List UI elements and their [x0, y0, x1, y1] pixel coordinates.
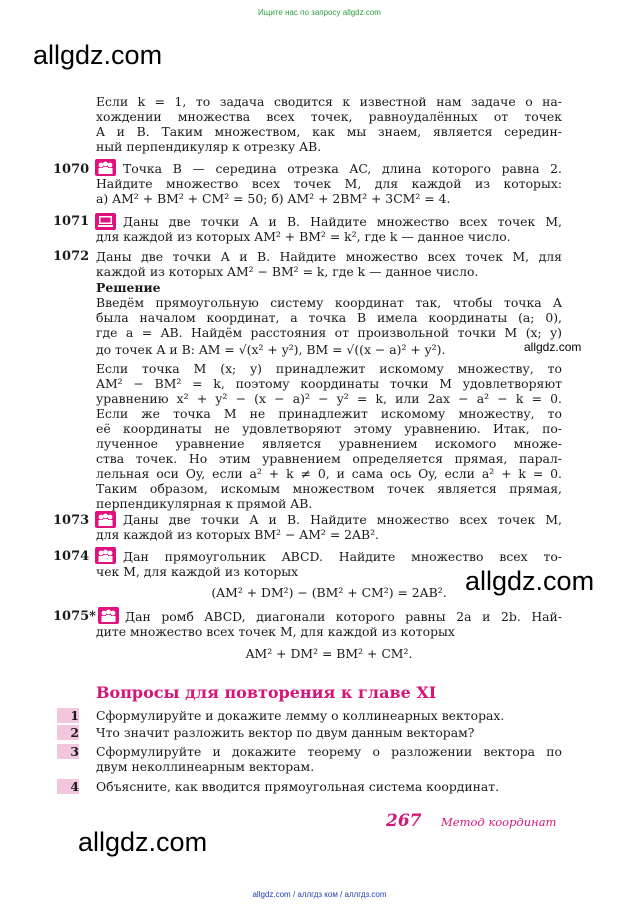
problem-number: 1075*	[53, 609, 96, 624]
solution-line: её координаты не удовлетворяют этому уравнению. Итак, по-	[96, 421, 562, 436]
section-heading: Вопросы для повторения к главе XI	[96, 683, 437, 702]
solution-line: Таким образом, искомым множеством точек является прямая,	[96, 481, 562, 496]
problem-line: каждой из которых AM² − BM² = k, где k — данное число.	[96, 264, 479, 279]
problem-line: для каждой из которых BM² − AM² = 2AB².	[96, 527, 379, 542]
watermark: allgdz.com	[465, 566, 595, 596]
solution-line: лельная оси Oy, если a² + k ≠ 0, и сама ось Oy, если a² + k = 0.	[96, 466, 562, 481]
solution-line: до точек A и B: AM = √(x² + y²), BM = √((x − a)² + y²).	[96, 342, 446, 357]
problem-formula: (AM² + DM²) − (BM² + CM²) = 2AB².	[211, 585, 447, 600]
solution-line: была началом координат, а точка B имела координаты (a; 0),	[96, 310, 562, 325]
review-number: 1	[57, 708, 81, 724]
solution-line: Если точка M (x; y) принадлежит искомому множеству, то	[96, 361, 562, 376]
problem-line: Даны две точки A и B. Найдите множество всех точек M,	[123, 214, 562, 229]
watermark: allgdz.com	[78, 827, 208, 857]
chapter-title: Метод координат	[441, 815, 557, 829]
solution-line: Если же точка M не принадлежит искомому множеству, то	[96, 406, 562, 421]
top-search-link[interactable]: Ищите нас по запросу allgdz.com	[258, 8, 381, 17]
solution-line: перпендикулярная к прямой AB.	[96, 496, 313, 511]
problem-number: 1071	[53, 214, 90, 229]
bottom-links[interactable]: allgdz.com / аллгдз ком / аллгдз.com	[252, 890, 387, 899]
intro-line: Если k = 1, то задача сводится к известной нам задаче о на-	[96, 94, 562, 109]
problem-line: для каждой из которых AM² + BM² = k², где k — данное число.	[96, 229, 511, 244]
watermark: allgdz.com	[33, 40, 163, 70]
review-number: 4	[57, 779, 81, 795]
solution-line: Введём прямоугольную систему координат так, чтобы точка A	[96, 295, 562, 310]
group-work-icon	[95, 159, 116, 176]
problem-line: Найдите множество всех точек M, для каждой из которых:	[96, 176, 562, 191]
solution-line: AM² − BM² = k, поэтому координаты точки M удовлетворяют	[96, 376, 562, 391]
group-work-icon	[98, 607, 119, 624]
review-question: Что значит разложить вектор по двум данным векторам?	[96, 725, 475, 740]
intro-line: хождении множества всех точек, равноудалённых от точек	[96, 109, 562, 124]
review-question: Объясните, как вводится прямоугольная система координат.	[96, 779, 500, 794]
review-number: 2	[57, 725, 81, 741]
problem-line: Точка B — середина отрезка AC, длина которого равна 2.	[123, 161, 562, 176]
problem-line: Даны две точки A и B. Найдите множество всех точек M,	[123, 512, 562, 527]
page-number: 267	[386, 811, 422, 831]
group-work-icon	[95, 511, 116, 528]
review-question: Сформулируйте и докажите теорему о разложении вектора по	[96, 744, 562, 759]
problem-line: Даны две точки A и B. Найдите множество всех точек M, для	[96, 249, 562, 264]
solution-line: ства точек. Но этим уравнением определяется прямая, парал-	[96, 451, 562, 466]
solution-line: где a = AB. Найдём расстояния от произвольной точки M (x; y)	[96, 325, 562, 340]
problem-number: 1070	[53, 162, 90, 177]
problem-number: 1074	[53, 549, 90, 564]
computer-icon	[95, 213, 116, 230]
problem-line: а) AM² + BM² + CM² = 50; б) AM² + 2BM² + 3CM² = 4.	[96, 191, 451, 206]
solution-line: лученное уравнение является уравнением искомого множе-	[96, 436, 562, 451]
review-question: Сформулируйте и докажите лемму о коллинеарных векторах.	[96, 708, 505, 723]
problem-number: 1072	[53, 249, 90, 264]
solution-label: Решение	[96, 280, 161, 295]
intro-line: A и B. Таким множеством, как мы знаем, является середин-	[96, 124, 562, 139]
watermark: allgdz.com	[524, 340, 582, 354]
problem-line: Дан ромб ABCD, диагонали которого равны 2a и 2b. Най-	[125, 609, 562, 624]
problem-line: чек M, для каждой из которых	[96, 564, 299, 579]
problem-line: Дан прямоугольник ABCD. Найдите множество всех то-	[123, 549, 562, 564]
solution-line: уравнению x² + y² − (x − a)² − y² = k, или 2ax − a² − k = 0.	[96, 391, 562, 406]
problem-formula: AM² + DM² = BM² + CM².	[245, 646, 413, 661]
problem-line: дите множество всех точек M, для каждой из которых	[96, 624, 455, 639]
review-question: двум неколлинеарным векторам.	[96, 759, 315, 774]
intro-line: ный перпендикуляр к отрезку AB.	[96, 139, 322, 154]
group-work-icon	[95, 547, 116, 564]
review-number: 3	[57, 744, 81, 760]
problem-number: 1073	[53, 513, 90, 528]
